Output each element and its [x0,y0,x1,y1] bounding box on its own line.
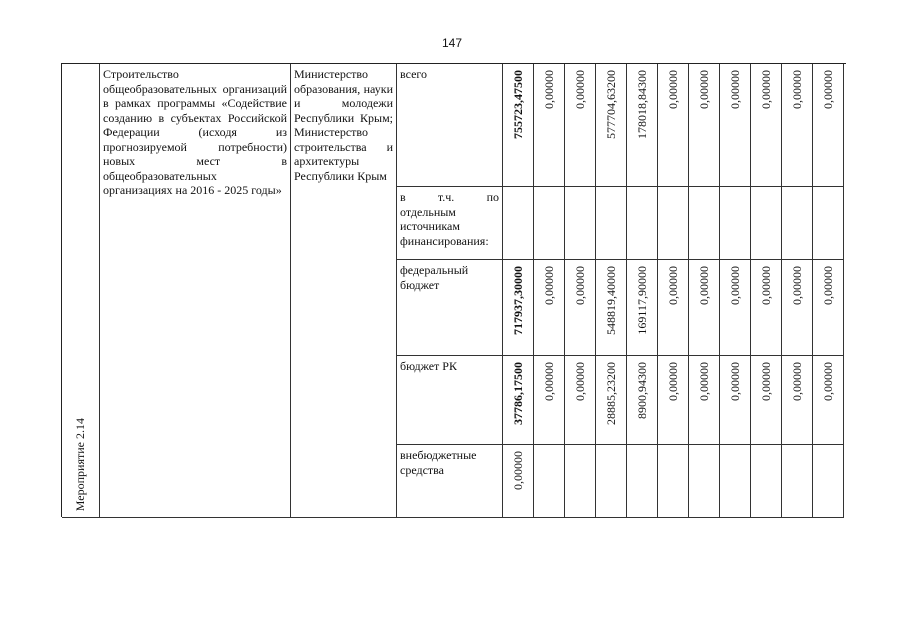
value-total: 717937,30000 [510,266,525,335]
value: 0,00000 [789,70,804,109]
source-cell [397,260,503,356]
value-cell [658,260,689,356]
value-cell [782,356,813,445]
value-cell [596,356,627,445]
value-cell [782,64,813,187]
value-cell [565,260,596,356]
value-cell [782,445,813,518]
value: 0,00000 [696,266,711,305]
value-cell [751,64,782,187]
value: 0,00000 [727,362,742,401]
value-cell [534,445,565,518]
value: 0,00000 [727,266,742,305]
activity-description: Строительство общеобразовательных организаций в рамках программы «Содействие созданию в субъектах Российской Федерации (исходя из прогнозируемой потребности) новых мест в общеобразовательных организациях на 2016 - 2025 годы» [103,67,287,197]
value-cell [596,187,627,260]
value-cell [503,187,534,260]
source-cell [397,356,503,445]
value-cell [565,356,596,445]
source-cell [397,445,503,518]
executors-cell [291,64,397,518]
value: 0,00000 [665,70,680,109]
value-cell [627,64,658,187]
value-cell [720,64,751,187]
value: 0,00000 [541,362,556,401]
value-cell [565,187,596,260]
value: 0,00000 [572,362,587,401]
source-label: в т.ч. по отдельным источникам финансирования: [400,190,499,248]
value: 0,00000 [758,266,773,305]
value: 0,00000 [696,362,711,401]
value: 0,00000 [758,362,773,401]
value-total: 755723,47500 [510,70,525,139]
value-cell [534,64,565,187]
value-cell [813,260,844,356]
value: 548819,40000 [603,266,618,335]
value-cell [813,356,844,445]
value-cell [689,64,720,187]
value-cell [596,445,627,518]
page-number: 147 [441,36,463,50]
value: 0,00000 [541,70,556,109]
value-cell [534,260,565,356]
activity-label-cell [62,64,100,518]
value-cell [534,187,565,260]
source-label: бюджет РК [400,359,457,373]
source-cell [397,187,503,260]
value-cell [658,187,689,260]
value: 0,00000 [572,266,587,305]
value-cell [565,64,596,187]
value-cell [627,445,658,518]
value-cell [689,445,720,518]
value: 0,00000 [820,266,835,305]
value-cell [720,445,751,518]
value-cell [596,64,627,187]
source-label: внебюджетные средства [400,448,477,477]
value-cell [689,356,720,445]
value: 0,00000 [510,451,525,490]
value-cell [503,64,534,187]
value-cell [503,260,534,356]
value-cell [689,187,720,260]
value: 0,00000 [572,70,587,109]
value-cell [565,445,596,518]
executors-text: Министерство образования, науки и молодежи Республики Крым; Министерство строительства и архитектуры Республики Крым [294,67,393,183]
value-cell [720,187,751,260]
value: 0,00000 [665,266,680,305]
value: 0,00000 [758,70,773,109]
value-cell [534,356,565,445]
value-cell [751,187,782,260]
value: 0,00000 [727,70,742,109]
value: 0,00000 [789,266,804,305]
value-cell [658,356,689,445]
value: 0,00000 [665,362,680,401]
value-cell [720,260,751,356]
value: 178018,84300 [634,70,649,139]
value-cell [658,64,689,187]
value: 0,00000 [696,70,711,109]
value-cell [503,445,534,518]
value: 0,00000 [541,266,556,305]
value: 577704,63200 [603,70,618,139]
value-cell [813,64,844,187]
source-label: федеральный бюджет [400,263,469,292]
value-cell [751,356,782,445]
value-cell [751,260,782,356]
value: 28885,23200 [603,362,618,425]
value: 0,00000 [820,70,835,109]
value-cell [782,260,813,356]
value-cell [627,356,658,445]
value-cell [813,187,844,260]
value-cell [720,356,751,445]
value-total: 37786,17500 [510,362,525,425]
activity-label: Мероприятие 2.14 [73,417,88,511]
value-cell [658,445,689,518]
value-cell [627,260,658,356]
budget-table [61,63,846,517]
value-cell [627,187,658,260]
description-cell [100,64,291,518]
value-cell [503,356,534,445]
value-cell [813,445,844,518]
value-cell [689,260,720,356]
value-cell [782,187,813,260]
value-cell [751,445,782,518]
value-cell [596,260,627,356]
value: 0,00000 [820,362,835,401]
source-cell [397,64,503,187]
value: 169117,90000 [634,266,649,335]
value: 0,00000 [789,362,804,401]
value: 8900,94300 [634,362,649,419]
source-label: всего [400,67,428,81]
